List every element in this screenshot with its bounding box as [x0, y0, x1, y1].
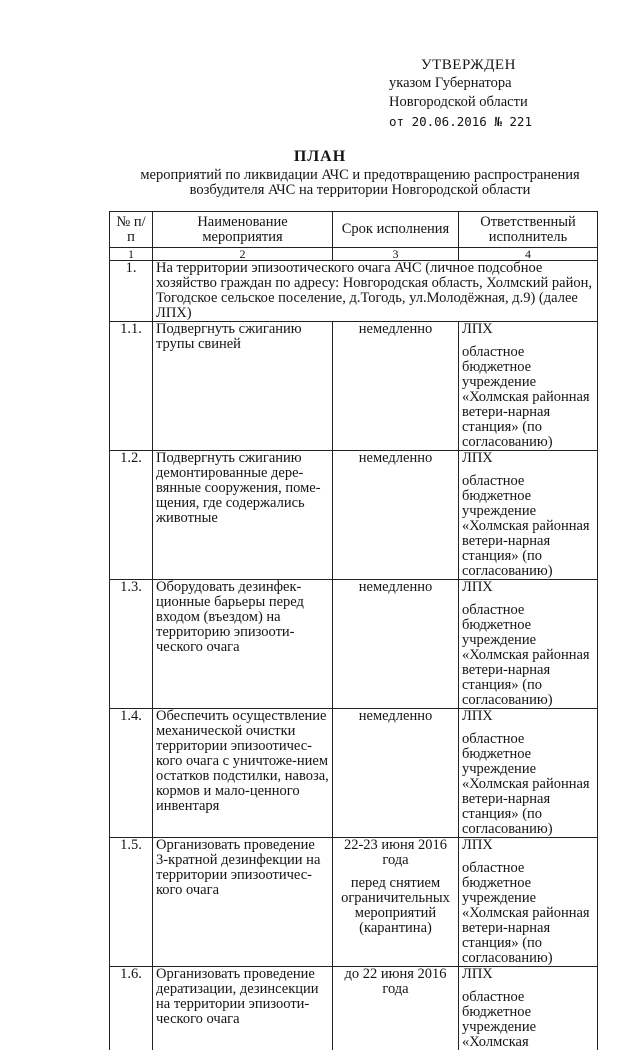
document-subtitle: мероприятий по ликвидации АЧС и предотвращению распространения возбудителя АЧС на территории Новгородской области	[110, 168, 610, 198]
row-responsible-secondary: областное бюджетное учреждение «Холмская	[462, 990, 594, 1050]
section-number: 1.	[110, 261, 153, 322]
row-term	[333, 451, 459, 580]
approval-line-decree: указом Губернатора	[389, 74, 629, 93]
column-number: 4	[459, 248, 598, 261]
table-row	[110, 451, 598, 580]
row-responsible-secondary: областное бюджетное учреждение «Холмская районная ветери-нарная станция» (по согласованию)	[462, 861, 594, 966]
row-action: Организовать проведение 3-кратной дезинфекции на территории эпизоотичес-кого очага	[153, 838, 333, 967]
row-term	[333, 838, 459, 967]
row-action: Обеспечить осуществление механической очистки территории эпизоотичес-кого очага с уничтоже-нием остатков подстилки, навоза, кормов и мало-ценного инвентаря	[153, 709, 333, 838]
row-responsible-secondary: областное бюджетное учреждение «Холмская районная ветери-нарная станция» (по согласованию)	[462, 732, 594, 837]
row-responsible-primary: ЛПХ	[462, 709, 594, 724]
row-number: 1.1.	[110, 322, 153, 451]
column-number: 2	[153, 248, 333, 261]
row-term-date: до 22 июня 2016 года	[336, 967, 455, 997]
row-responsible-secondary: областное бюджетное учреждение «Холмская районная ветери-нарная станция» (по согласованию)	[462, 345, 594, 450]
table-row	[110, 580, 598, 709]
row-term-note: перед снятием ограничительных мероприятий (карантина)	[336, 876, 455, 936]
row-action: Подвергнуть сжиганию трупы свиней	[153, 322, 333, 451]
row-responsible-primary: ЛПХ	[462, 451, 594, 466]
row-number: 1.6.	[110, 967, 153, 1050]
approval-block	[389, 56, 629, 131]
header-number: № п/п	[110, 212, 153, 248]
row-responsible	[459, 322, 598, 451]
row-term-date: немедленно	[336, 580, 455, 595]
row-term-date: немедленно	[336, 451, 455, 466]
row-responsible	[459, 709, 598, 838]
header-term: Срок исполнения	[333, 212, 459, 248]
table-row	[110, 838, 598, 967]
row-number: 1.3.	[110, 580, 153, 709]
row-term-date: 22-23 июня 2016 года	[336, 838, 455, 868]
approval-line-region: Новгородской области	[389, 93, 629, 112]
section-description: На территории эпизоотического очага АЧС (личное подсобное хозяйство граждан по адресу: Новгородская область, Холмский район, Тогодское сельское поселение, д.Тогодь, ул.Молодёжная, д.9) (далее ЛПХ)	[153, 261, 598, 322]
row-number: 1.2.	[110, 451, 153, 580]
column-number: 1	[110, 248, 153, 261]
row-term-date: немедленно	[336, 322, 455, 337]
row-responsible-primary: ЛПХ	[462, 322, 594, 337]
row-responsible	[459, 967, 598, 1050]
row-term	[333, 967, 459, 1050]
row-term	[333, 580, 459, 709]
approval-heading: УТВЕРЖДЕН	[421, 56, 629, 74]
row-term	[333, 709, 459, 838]
row-responsible	[459, 838, 598, 967]
document-title: ПЛАН	[0, 148, 640, 166]
row-responsible-primary: ЛПХ	[462, 967, 594, 982]
header-row	[110, 212, 598, 248]
section-row	[110, 261, 598, 322]
plan-table	[109, 211, 598, 1050]
row-action: Оборудовать дезинфек-ционные барьеры перед входом (въездом) на территорию эпизооти-ческого очага	[153, 580, 333, 709]
header-responsible: Ответственный исполнитель	[459, 212, 598, 248]
row-responsible	[459, 580, 598, 709]
row-responsible-primary: ЛПХ	[462, 838, 594, 853]
row-responsible-primary: ЛПХ	[462, 580, 594, 595]
row-responsible-secondary: областное бюджетное учреждение «Холмская районная ветери-нарная станция» (по согласованию)	[462, 603, 594, 708]
header-action: Наименование мероприятия	[153, 212, 333, 248]
row-term	[333, 322, 459, 451]
table-row	[110, 322, 598, 451]
approval-line-date: от 20.06.2016 № 221	[389, 112, 629, 131]
table-row	[110, 709, 598, 838]
column-number-row	[110, 248, 598, 261]
row-term-date: немедленно	[336, 709, 455, 724]
row-number: 1.4.	[110, 709, 153, 838]
row-action: Организовать проведение дератизации, дезинсекции на территории эпизооти-ческого очага	[153, 967, 333, 1050]
row-responsible	[459, 451, 598, 580]
row-action: Подвергнуть сжиганию демонтированные дере-вянные сооружения, поме-щения, где содержались животные	[153, 451, 333, 580]
column-number: 3	[333, 248, 459, 261]
row-responsible-secondary: областное бюджетное учреждение «Холмская районная ветери-нарная станция» (по согласованию)	[462, 474, 594, 579]
table-row	[110, 967, 598, 1050]
row-number: 1.5.	[110, 838, 153, 967]
